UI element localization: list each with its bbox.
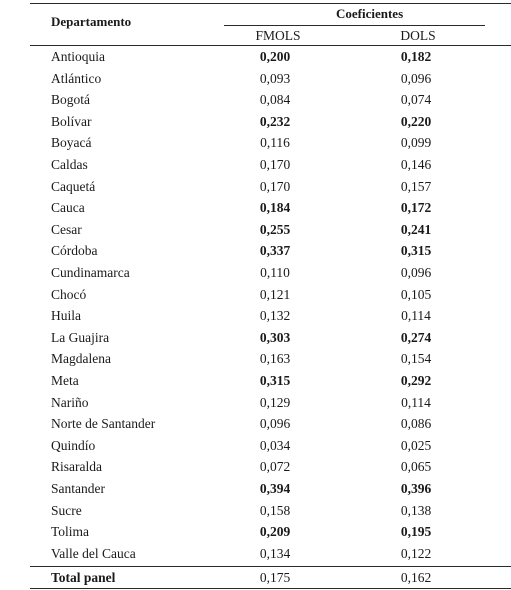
row-fmols: 0,255 [259, 221, 291, 237]
table-row [0, 111, 511, 133]
row-dols: 0,025 [400, 437, 432, 453]
row-departamento: Caquetá [51, 178, 96, 194]
header-coeficientes: Coeficientes [336, 6, 404, 21]
table-row [0, 456, 511, 478]
row-fmols: 0,132 [259, 308, 291, 324]
row-departamento: Antioquia [51, 49, 105, 64]
table-row [0, 262, 511, 284]
row-fmols: 0,096 [259, 416, 291, 432]
row-departamento: Quindío [51, 437, 96, 453]
table-row [0, 154, 511, 176]
row-dols: 0,315 [400, 243, 432, 259]
row-fmols: 0,084 [259, 92, 291, 108]
table-row [0, 240, 511, 262]
row-dols: 0,146 [400, 157, 432, 172]
row-fmols: 0,170 [259, 157, 291, 172]
row-departamento: Magdalena [51, 351, 111, 367]
row-fmols: 0,072 [259, 459, 291, 475]
row-dols: 0,122 [400, 545, 432, 561]
row-departamento: Chocó [51, 286, 87, 302]
table-row [0, 521, 511, 543]
row-fmols: 0,134 [259, 545, 291, 561]
row-departamento: Bolívar [51, 113, 92, 129]
top-rule [30, 3, 511, 4]
row-fmols: 0,337 [259, 243, 291, 259]
row-fmols: 0,303 [259, 329, 291, 345]
row-departamento: Bogotá [51, 92, 90, 108]
table-row [0, 543, 511, 565]
row-dols: 0,065 [400, 459, 432, 475]
row-dols: 0,105 [400, 286, 432, 302]
table-row [0, 392, 511, 414]
row-fmols: 0,394 [259, 481, 291, 496]
table-row [0, 284, 511, 306]
table-row [0, 327, 511, 349]
row-departamento: Risaralda [51, 459, 102, 475]
row-dols: 0,220 [400, 113, 432, 129]
table-row [0, 305, 511, 327]
row-fmols: 0,163 [259, 351, 291, 367]
header-fmols: FMOLS [255, 28, 301, 43]
row-fmols: 0,232 [259, 113, 291, 129]
row-fmols: 0,158 [259, 502, 291, 518]
row-dols: 0,138 [400, 502, 432, 518]
table-row [0, 132, 511, 154]
header-departamento: Departamento [51, 14, 132, 29]
row-dols: 0,114 [401, 308, 431, 324]
table-row [0, 68, 511, 90]
table-row [0, 46, 511, 68]
row-dols: 0,241 [400, 221, 432, 237]
row-departamento: Meta [51, 373, 79, 388]
row-fmols: 0,121 [259, 286, 291, 302]
table-row [0, 435, 511, 457]
row-fmols: 0,170 [259, 178, 291, 194]
row-fmols: 0,129 [259, 394, 291, 410]
row-departamento: Norte de Santander [51, 416, 156, 432]
header-dols: DOLS [400, 28, 436, 43]
row-departamento: La Guajira [51, 329, 110, 345]
table-row [0, 348, 511, 370]
row-dols: 0,396 [400, 481, 432, 496]
row-departamento: Boyacá [51, 135, 92, 151]
table-row [0, 176, 511, 198]
row-dols: 0,114 [401, 394, 431, 410]
row-dols: 0,086 [400, 416, 432, 432]
row-departamento: Cesar [51, 221, 82, 237]
row-dols: 0,096 [400, 265, 432, 280]
row-fmols: 0,093 [259, 70, 291, 86]
row-dols: 0,292 [400, 373, 432, 388]
table-row [0, 413, 511, 435]
row-departamento: Valle del Cauca [51, 545, 136, 561]
row-departamento: Cundinamarca [51, 265, 130, 280]
table-row [0, 478, 511, 500]
row-fmols: 0,116 [260, 135, 290, 151]
bottom-rule [30, 588, 511, 589]
coeficientes-rule [224, 25, 485, 26]
row-departamento: Santander [51, 481, 105, 496]
row-dols: 0,274 [400, 329, 432, 345]
row-dols: 0,195 [400, 524, 432, 540]
row-departamento: Córdoba [51, 243, 98, 259]
row-fmols: 0,209 [259, 524, 291, 540]
total-row [0, 567, 511, 589]
row-departamento: Sucre [51, 502, 82, 518]
row-departamento: Huila [51, 308, 81, 324]
row-fmols: 0,034 [259, 437, 291, 453]
table-row [0, 500, 511, 522]
row-departamento: Nariño [51, 394, 89, 410]
row-dols: 0,099 [400, 135, 432, 151]
row-dols: 0,096 [400, 70, 432, 86]
row-dols: 0,154 [400, 351, 432, 367]
row-dols: 0,172 [400, 200, 432, 216]
row-departamento: Cauca [51, 200, 85, 216]
row-fmols: 0,110 [260, 265, 290, 280]
total-label: Total panel [51, 570, 116, 585]
row-dols: 0,157 [400, 178, 432, 194]
row-fmols: 0,315 [259, 373, 291, 388]
row-fmols: 0,184 [259, 200, 291, 216]
row-departamento: Tolima [51, 524, 90, 540]
row-fmols: 0,200 [259, 49, 291, 64]
row-departamento: Caldas [51, 157, 88, 172]
table-row [0, 89, 511, 111]
table-row [0, 197, 511, 219]
row-dols: 0,074 [400, 92, 432, 108]
total-fmols: 0,175 [259, 570, 291, 585]
row-departamento: Atlántico [51, 70, 102, 86]
row-dols: 0,182 [400, 49, 432, 64]
table-row [0, 219, 511, 241]
total-dols: 0,162 [400, 570, 432, 585]
table-row [0, 370, 511, 392]
